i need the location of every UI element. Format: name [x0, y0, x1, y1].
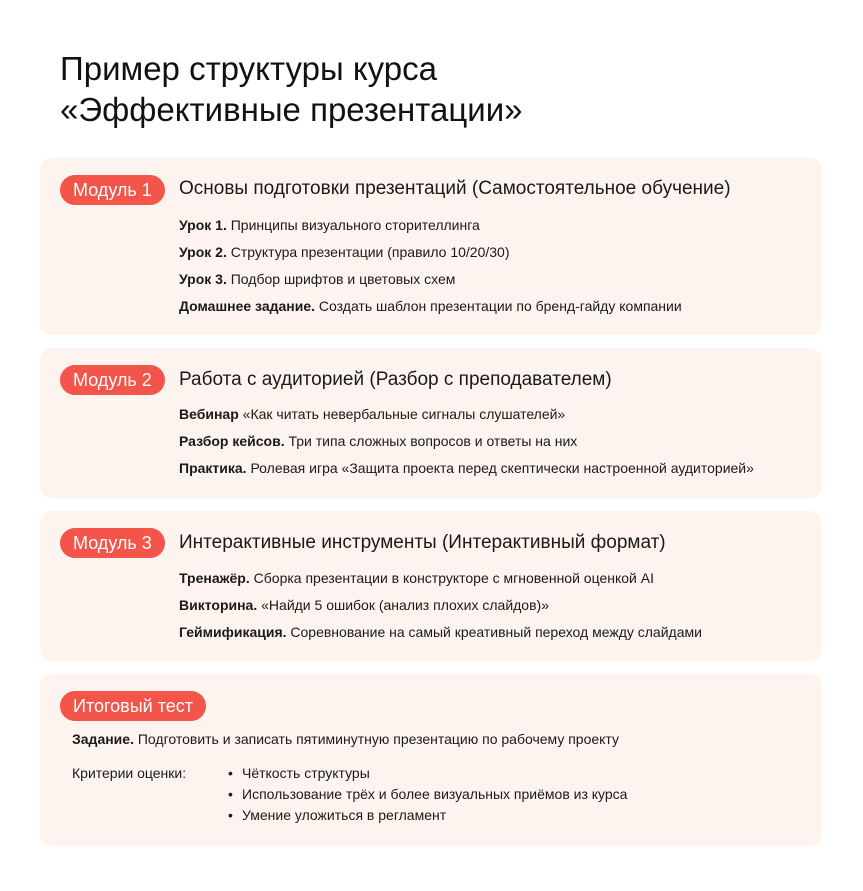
list-item — [179, 239, 682, 266]
module-1-badge: Модуль 1 — [60, 175, 165, 205]
item-text: Ролевая игра «Защита проекта перед скептически настроенной аудиторией» — [246, 460, 754, 476]
final-task-label: Задание. — [72, 731, 134, 747]
list-item — [179, 401, 754, 428]
final-test-badge: Итоговый тест — [60, 691, 206, 721]
criteria-label: Критерии оценки: — [72, 765, 187, 781]
bullet-icon: • — [228, 786, 233, 802]
module-1-items — [179, 212, 682, 320]
list-item — [179, 455, 754, 482]
criteria-item — [228, 784, 627, 805]
module-2-title: Работа с аудиторией (Разбор с преподавателем) — [179, 369, 612, 390]
module-3-card — [40, 511, 822, 661]
final-task-text: Подготовить и записать пятиминутную презентацию по рабочему проекту — [133, 731, 619, 747]
module-1-card — [40, 158, 822, 335]
module-3-title: Интерактивные инструменты (Интерактивный формат) — [179, 532, 666, 553]
item-label: Практика. — [179, 460, 247, 476]
module-3-badge: Модуль 3 — [60, 528, 165, 558]
item-text: Сборка презентации в конструкторе с мгновенной оценкой AI — [249, 570, 654, 586]
item-label: Урок 1. — [179, 217, 227, 233]
item-label: Вебинар — [179, 406, 239, 422]
list-item — [179, 428, 754, 455]
page-title — [60, 48, 522, 130]
criteria-text: Использование трёх и более визуальных приёмов из курса — [242, 786, 628, 802]
list-item — [179, 212, 682, 239]
item-label: Домашнее задание. — [179, 298, 316, 314]
item-label: Викторина. — [179, 597, 258, 613]
module-2-badge: Модуль 2 — [60, 365, 165, 395]
list-item — [179, 266, 682, 293]
list-item — [179, 293, 682, 320]
item-text: Три типа сложных вопросов и ответы на них — [284, 433, 578, 449]
page-title-line-2: «Эффективные презентации» — [60, 91, 523, 128]
item-label: Геймификация. — [179, 624, 287, 640]
criteria-text: Умение уложиться в регламент — [242, 807, 447, 823]
item-text: Принципы визуального сторителлинга — [226, 217, 480, 233]
page-title-line-1: Пример структуры курса — [60, 50, 437, 87]
item-text: Создать шаблон презентации по бренд-гайду компании — [315, 298, 682, 314]
bullet-icon: • — [228, 765, 233, 781]
list-item — [179, 619, 702, 646]
item-text: «Как читать невербальные сигналы слушателей» — [238, 406, 566, 422]
item-text: Соревнование на самый креативный переход между слайдами — [286, 624, 702, 640]
item-label: Урок 2. — [179, 244, 227, 260]
module-3-items — [179, 565, 702, 646]
item-text: Подбор шрифтов и цветовых схем — [226, 271, 456, 287]
item-text: Структура презентации (правило 10/20/30) — [226, 244, 510, 260]
module-2-card — [40, 348, 822, 498]
item-label: Тренажёр. — [179, 570, 250, 586]
criteria-item — [228, 805, 627, 826]
list-item — [179, 592, 702, 619]
bullet-icon: • — [228, 807, 233, 823]
item-text: «Найди 5 ошибок (анализ плохих слайдов)» — [257, 597, 549, 613]
item-label: Урок 3. — [179, 271, 227, 287]
final-test-card — [40, 674, 822, 846]
item-label: Разбор кейсов. — [179, 433, 285, 449]
criteria-list — [228, 763, 627, 826]
module-1-title: Основы подготовки презентаций (Самостоятельное обучение) — [179, 178, 731, 199]
final-task — [72, 731, 619, 747]
criteria-item — [228, 763, 627, 784]
module-2-items — [179, 401, 754, 482]
criteria-text: Чёткость структуры — [242, 765, 370, 781]
list-item — [179, 565, 702, 592]
